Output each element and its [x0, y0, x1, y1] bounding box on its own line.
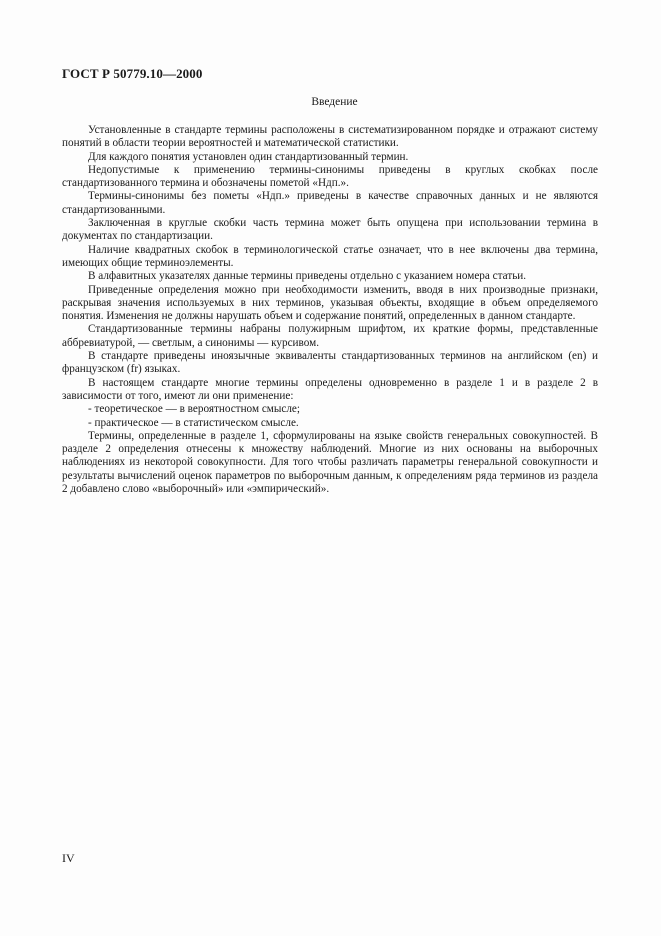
paragraph: Приведенные определения можно при необходимости изменить, вводя в них производные признаки, раскрывая значения используемых в них терминов, указывая объекты, входящие в объем определяемого понятия. Изменения не должны нарушать объем и содержание понятий, определенных в данном стандарте.: [62, 283, 598, 323]
paragraph: Стандартизованные термины набраны полужирным шрифтом, их краткие формы, представленные аббревиатурой, — светлым, а синонимы — курсивом.: [62, 323, 598, 349]
paragraph: Установленные в стандарте термины расположены в систематизированном порядке и отражают систему понятий в области теории вероятностей и математической статистики.: [62, 124, 598, 150]
paragraph: В алфавитных указателях данные термины приведены отдельно с указанием номера статьи.: [88, 270, 527, 283]
paragraph: Недопустимые к применению термины-синонимы приведены в круглых скобках после стандартизованного термина и обозначены пометой «Ндп.».: [62, 163, 598, 190]
paragraph: Термины-синонимы без пометы «Ндп.» приведены в качестве справочных данных и не являются стандартизованными.: [62, 190, 598, 216]
paragraph: Наличие квадратных скобок в терминологической статье означает, что в нее включены два термина, имеющих общие терминоэлементы.: [62, 243, 598, 269]
section-title: Введение: [311, 96, 358, 108]
document-id-header: ГОСТ Р 50779.10—2000: [62, 66, 203, 81]
paragraph: Заключенная в круглые скобки часть термина может быть опущена при использовании термина в документах по стандартизации.: [62, 217, 598, 243]
introduction-body: [62, 124, 598, 496]
list-item: - практическое — в статистическом смысле.: [88, 416, 299, 429]
paragraph: В стандарте приведены иноязычные эквиваленты стандартизованных терминов на английском (en) и французском (fr) языках.: [62, 350, 598, 376]
page-number: IV: [62, 851, 75, 865]
paragraph: Термины, определенные в разделе 1, сформулированы на языке свойств генеральных совокупностей. В разделе 2 определения отнесены к множеству наблюдений. Многие из них основаны на выборочных наблюдениях из некоторой совокупности. Для того чтобы различать параметры генеральной совокупности и результаты вычислений оценок параметров по выборочным данным, к определениям ряда терминов из раздела 2 добавлено слово «выборочный» или «эмпирический».: [62, 429, 598, 496]
list-item: - теоретическое — в вероятностном смысле;: [88, 403, 300, 416]
paragraph: Для каждого понятия установлен один стандартизованный термин.: [88, 150, 409, 163]
paragraph: В настоящем стандарте многие термины определены одновременно в разделе 1 и в разделе 2 в зависимости от того, имеют ли они применение:: [62, 376, 598, 402]
